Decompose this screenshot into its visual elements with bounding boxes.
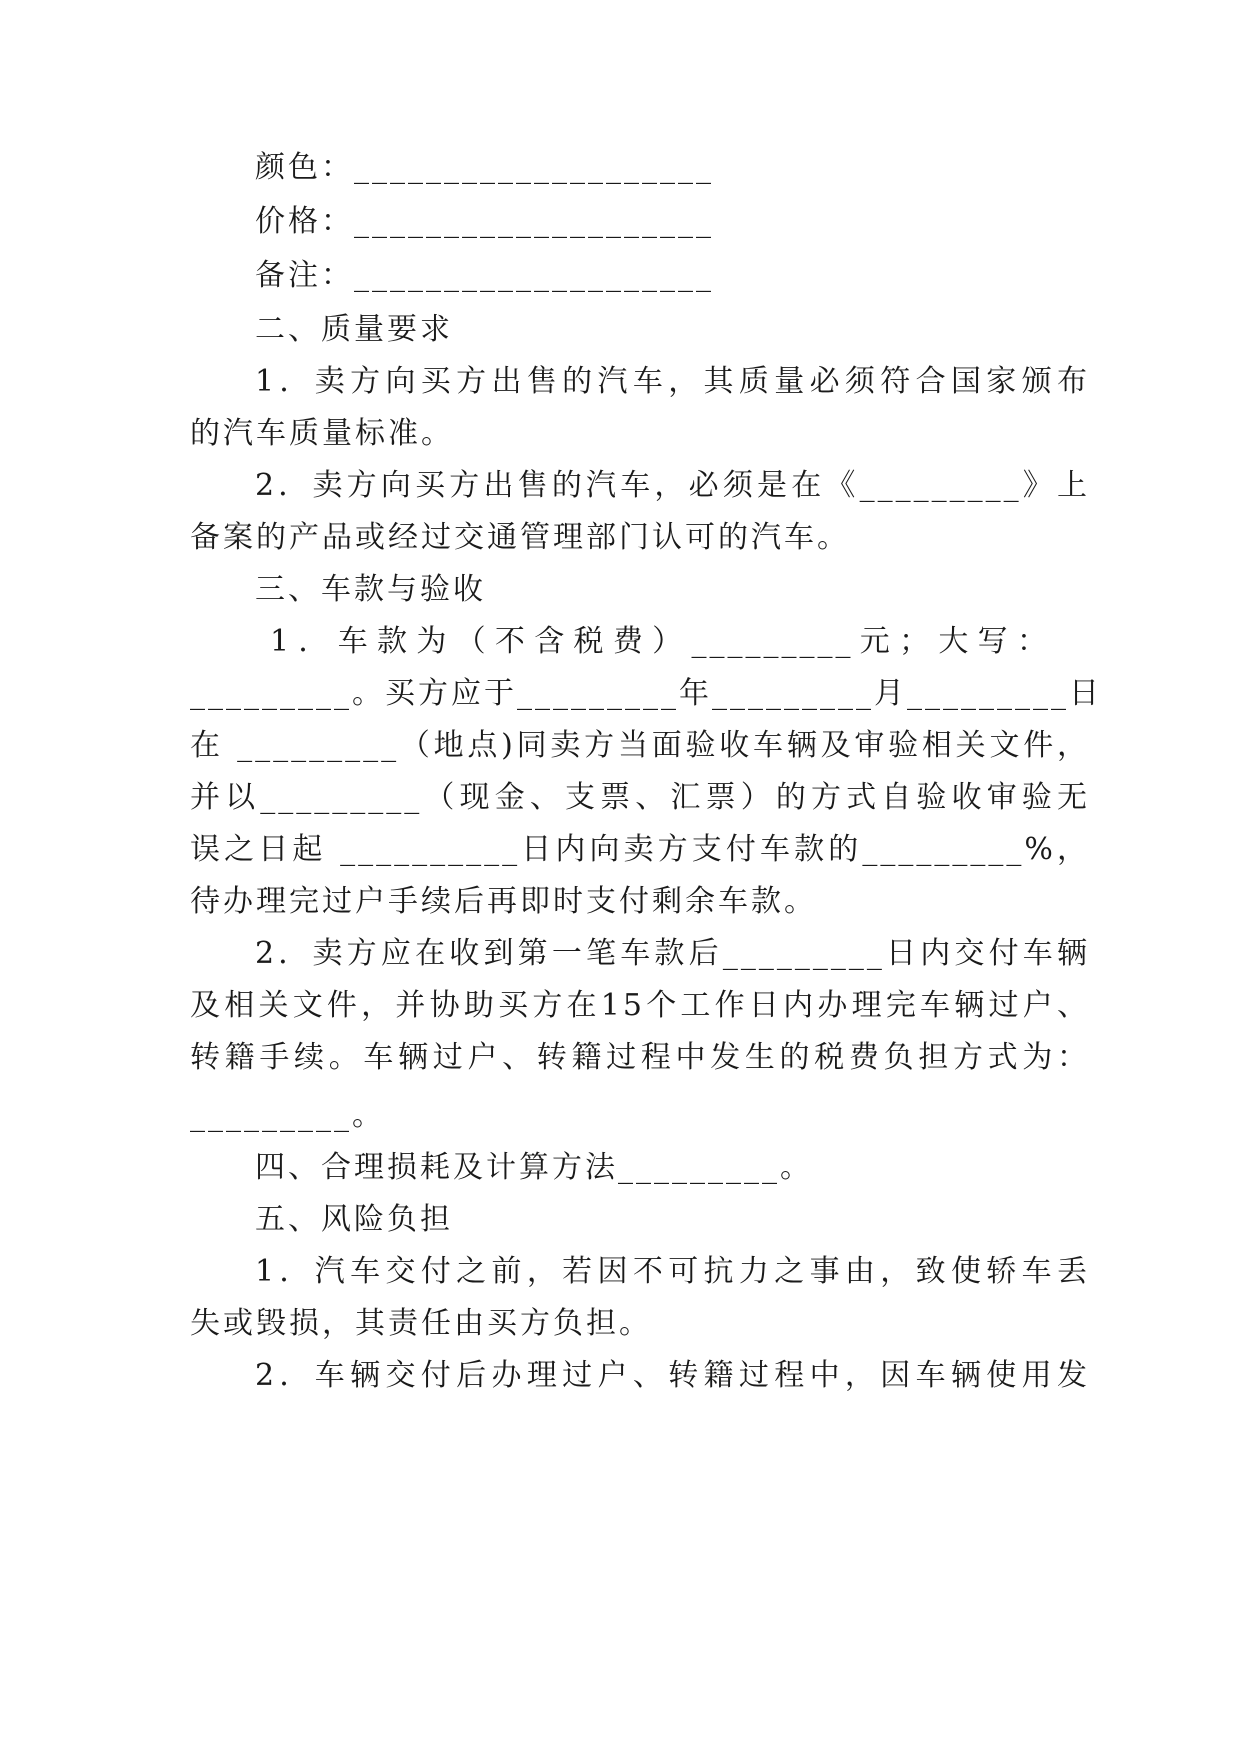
paragraph-line: 2．卖方向买方出售的汽车，必须是在《_________》上 bbox=[255, 468, 1090, 503]
paragraph-line: _________。买方应于_________年_________月_________日 bbox=[190, 676, 1102, 711]
field-remark: 备注：____________________ bbox=[255, 258, 714, 293]
paragraph-line: 1．汽车交付之前，若因不可抗力之事由，致使轿车丢 bbox=[255, 1254, 1090, 1289]
paragraph-line: 及相关文件，并协助买方在15个工作日内办理完车辆过户、 bbox=[190, 988, 1090, 1023]
paragraph-line: 待办理完过户手续后再即时支付剩余车款。 bbox=[190, 884, 817, 919]
paragraph-line: 1．卖方向买方出售的汽车，其质量必须符合国家颁布 bbox=[255, 364, 1090, 399]
field-price: 价格：____________________ bbox=[255, 204, 714, 239]
section-heading-payment: 三、车款与验收 bbox=[255, 572, 486, 607]
paragraph-line: 2．卖方应在收到第一笔车款后_________日内交付车辆 bbox=[255, 936, 1090, 971]
paragraph-line: 转籍手续。车辆过户、转籍过程中发生的税费负担方式为： bbox=[190, 1040, 1090, 1075]
paragraph-line: 的汽车质量标准。 bbox=[190, 416, 454, 451]
section-heading-risk: 五、风险负担 bbox=[255, 1202, 453, 1237]
section-heading-loss: 四、合理损耗及计算方法_________。 bbox=[255, 1150, 813, 1185]
paragraph-line: 备案的产品或经过交通管理部门认可的汽车。 bbox=[190, 520, 850, 555]
paragraph-line: 并以_________（现金、支票、汇票）的方式自验收审验无 bbox=[190, 780, 1090, 815]
field-color: 颜色：____________________ bbox=[255, 150, 714, 185]
paragraph-line: _________。 bbox=[190, 1098, 385, 1133]
paragraph-line: 误之日起 __________日内向卖方支付车款的_________%， bbox=[190, 832, 1090, 867]
paragraph-line: 2．车辆交付后办理过户、转籍过程中，因车辆使用发 bbox=[255, 1358, 1090, 1393]
paragraph-line: 在 _________（地点)同卖方当面验收车辆及审验相关文件， bbox=[190, 728, 1090, 763]
paragraph-line: 1．车款为（不含税费）_________元；大写： bbox=[270, 624, 1050, 659]
section-heading-quality: 二、质量要求 bbox=[255, 312, 453, 347]
paragraph-line: 失或毁损，其责任由买方负担。 bbox=[190, 1306, 652, 1341]
